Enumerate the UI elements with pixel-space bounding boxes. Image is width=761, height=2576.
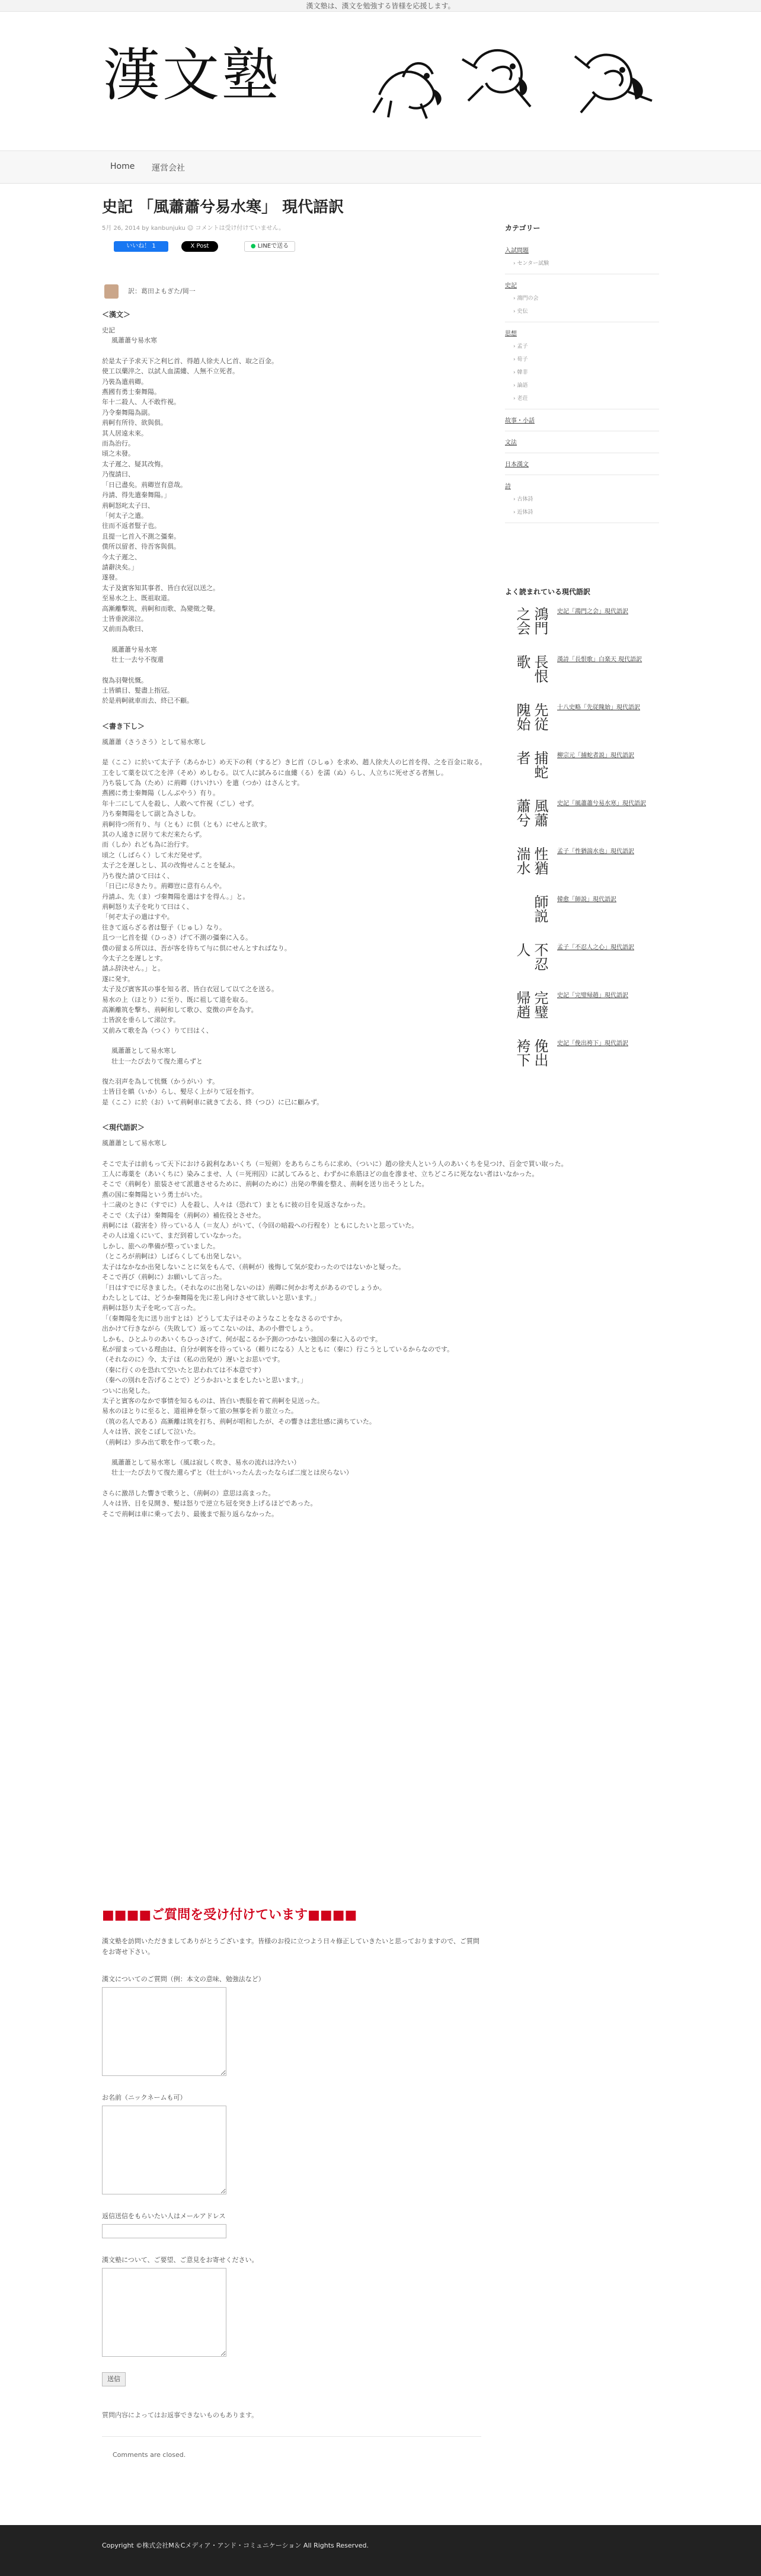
popular-link-wrap <box>557 896 670 904</box>
text-line: 高漸離筑を撃ち、荊軻和して歌ひ、変徴の声を為す。 <box>102 1005 258 1014</box>
subcategory-link[interactable]: › 論語 <box>513 383 528 389</box>
category-link[interactable]: 入試問題 <box>505 248 529 254</box>
form-note: 質問内容によってはお返事できないものもあります。 <box>102 2411 258 2419</box>
post-meta: 5月 26, 2014 by kanbunjuku ☺ コメントは受け付けていません。 <box>102 225 285 232</box>
subcategory-link[interactable]: › 近体詩 <box>513 510 533 515</box>
text-line: 荊軻は怒り太子を叱って言った。 <box>102 1304 200 1312</box>
comments-closed-notice: Comments are closed. <box>113 2451 186 2459</box>
category-block <box>505 328 659 409</box>
text-line: そこで再び（荊軻に）お願いして言った。 <box>102 1273 226 1281</box>
text-line: 年十二にして人を殺し、人敢へて忤視（ごし）せず。 <box>102 799 258 808</box>
line-share-label: LINEで送る <box>257 243 289 249</box>
text-line: 荊軻には（殺害を）待っている人（＝友人）がいて、（今回の暗殺への行程を）ともにしたいと思っていた。 <box>102 1222 418 1230</box>
text-line: 壮士一たび去りて復た還らずと <box>111 1057 203 1065</box>
popular-item[interactable] <box>505 895 671 936</box>
site-footer <box>0 2525 761 2576</box>
text-line: 太子と賓客のなかで事情を知るものは、皆白い喪服を着て荊軻を見送った。 <box>102 1396 324 1405</box>
popular-link[interactable]: 漢詩「長恨歌」白楽天 現代語訳 <box>557 656 642 663</box>
text-line: （それなのに）今、太子は（私の出発が）遅いとお思いです。 <box>102 1356 284 1364</box>
text-line: 今太子之を遅しとす。 <box>102 954 167 962</box>
text-line <box>102 747 481 757</box>
text-line: 年十二殺人、人不敢忤視。 <box>102 398 180 406</box>
text-line: 風蕭蕭として易水寒し <box>111 1047 177 1055</box>
text-line: 遂發。 <box>102 573 121 582</box>
text-line: 壮士一たび去りて復た還らずと（壮士がいったん去ったならば二度とは戻らない） <box>111 1469 353 1477</box>
text-line: 而（しか）れども為に治行す。 <box>102 841 193 849</box>
text-line: （秦に行くのを恐れて空いたと思われては不本意です） <box>102 1366 265 1374</box>
categories-title: カテゴリー <box>505 224 541 232</box>
author-line <box>102 284 481 299</box>
text-line: 乃復請曰、 <box>102 470 135 479</box>
text-line <box>102 665 481 675</box>
text-line: 「日已盡矣。荊卿豈有意哉。 <box>102 480 187 489</box>
popular-link[interactable]: 十八史略「先従隗始」現代語訳 <box>557 704 640 711</box>
category-link[interactable]: 史記 <box>505 283 517 289</box>
feedback-label: 漢文塾について、ご要望、ご意見をお寄せください。 <box>102 2256 258 2264</box>
text-line: 「何ぞ太子の遣はすや。 <box>102 913 174 921</box>
text-line: 復た羽声を為して忼慨（かうがい）す。 <box>102 1078 219 1085</box>
popular-link[interactable]: 韓愈「師説」現代語訳 <box>557 896 616 903</box>
text-line: 太子はなかなか出発しないことに気をもんで、（荊軻が）後悔して気が変わったのではないかと疑った。 <box>102 1263 405 1271</box>
text-line <box>102 1478 481 1488</box>
text-line: 至易水之上、既祖取道。 <box>102 594 174 603</box>
translation-text <box>102 1138 568 1519</box>
popular-item[interactable] <box>505 943 671 984</box>
text-line: 風蕭蕭として易水寒し（風は寂しく吹き、易水の流れは冷たい） <box>111 1459 300 1466</box>
text-line <box>102 1036 481 1046</box>
text-line: （筑の名人である）高漸離は筑を打ち、荊軻が唱和したが、その響きは悲壮感に満ちていた。 <box>102 1417 376 1425</box>
text-line: 風蕭蕭として易水寒し <box>102 1139 167 1148</box>
text-line: 又前みて歌を為（つく）りて曰はく、 <box>102 1026 213 1034</box>
text-line: 乃ち装して為（ため）に荊卿（けいけい）を遣（つか）はさんとす。 <box>102 779 304 787</box>
popular-item[interactable] <box>505 655 671 696</box>
text-line: 士皆瞋目、髮盡上指冠。 <box>102 687 174 694</box>
category-block <box>505 245 659 274</box>
text-line: 太子遲之、疑其改悔。 <box>102 460 167 468</box>
popular-link-wrap <box>557 992 670 1000</box>
category-item <box>505 437 659 449</box>
category-link[interactable]: 日本漢文 <box>505 462 529 468</box>
popular-thumbnail[interactable]: 不忍人 <box>514 943 548 971</box>
category-item <box>505 328 659 340</box>
x-post-button[interactable]: X Post <box>181 241 218 252</box>
text-line: 且提一匕首入不測之彊秦。 <box>102 532 180 540</box>
section-heading-original: ＜漢文＞ <box>102 310 131 319</box>
text-line: 「何太子之遣。 <box>102 511 148 520</box>
category-block <box>505 481 659 523</box>
subcategory-link[interactable]: › 鴻門の会 <box>513 296 539 302</box>
text-line: 燕國有勇士秦舞陽。 <box>102 388 161 396</box>
popular-thumbnail[interactable]: 先従隗始 <box>514 703 548 731</box>
text-line: 易水の上（ほとり）に至り、既に祖して道を取る。 <box>102 995 252 1004</box>
text-line: 風蕭蕭兮易水寒 <box>111 645 157 653</box>
line-share-button[interactable] <box>244 241 295 252</box>
text-line: 丹請ふ、先（ま）づ秦舞陽を遣はすを得ん。」と。 <box>102 892 250 901</box>
popular-item[interactable] <box>505 703 671 744</box>
form-intro: 漢文塾を訪問いただきましてありがとうございます。皆様のお役に立つよう日々修正していきたいと思っておりますので、ご質問をお寄せ下さい。 <box>102 1937 479 1956</box>
text-line: 往きて返らざる者は豎子（じゅし）なり。 <box>102 923 226 931</box>
divider <box>102 2436 481 2437</box>
post-title: 史記 「風蕭蕭兮易水寒」 現代語訳 <box>102 198 344 216</box>
text-line: 又前而為歌曰、 <box>102 625 148 633</box>
popular-item[interactable] <box>505 991 671 1032</box>
category-item <box>505 415 659 427</box>
text-line: ついに出発した。 <box>102 1386 154 1395</box>
text-line <box>102 1447 481 1457</box>
text-line: 易水のほとりに至ると、道祖神を祭って旅の無事を祈り旅立った。 <box>102 1407 298 1415</box>
feedback-textarea[interactable] <box>102 2268 226 2357</box>
sidebar <box>505 223 659 529</box>
text-line: 風蕭蕭兮易水寒 <box>111 337 157 345</box>
text-line: 士皆涙を垂らして涕泣す。 <box>102 1016 180 1024</box>
author-name: 訳：葛田よもぎた/岡一 <box>128 287 196 295</box>
popular-link[interactable]: 史記「鴻門之会」現代語訳 <box>557 608 628 615</box>
text-line: そこで（荊軻を）旅装させて派遣させるために、荊軻のために）出発の準備を整え、荊軻を送り出そうとした。 <box>102 1180 429 1188</box>
text-line: 其の人遠きに居りて未だ来たらず。 <box>102 831 206 839</box>
text-line: 於是太子予求天下之利匕首、得趙人徐夫人匕首、取之百金。 <box>102 357 278 365</box>
text-line: 今太子遲之、 <box>102 553 141 561</box>
popular-thumbnail[interactable]: 俛出袴下 <box>514 1039 548 1067</box>
popular-item[interactable] <box>505 847 671 888</box>
text-line: そこで（太子は）秦舞陽を（荊軻の）補佐役とさせた。 <box>102 1211 265 1219</box>
category-block <box>505 415 659 431</box>
subcategory-link[interactable]: › 老荘 <box>513 396 528 402</box>
text-line: 太子及び賓客其の事を知る者、皆白衣冠して以て之を送る。 <box>102 985 278 994</box>
text-line: 士皆目を瞋（いか）らし、髪尽く上がりて冠を指す。 <box>102 1088 258 1096</box>
text-line <box>102 1066 481 1076</box>
kakikudashi-text <box>102 737 487 1107</box>
facebook-like-button[interactable]: いいね！ 1 <box>114 241 168 252</box>
text-line: 「（秦舞陽を先に送り出すとは）どうして太子はそのようなことをなさるのですか。 <box>102 1314 347 1322</box>
popular-thumbnail[interactable]: 風蕭蕭兮 <box>514 799 548 827</box>
popular-link-wrap <box>557 704 670 712</box>
text-line: （ところが荊軻は）しばらくしても出発しない。 <box>102 1252 245 1261</box>
category-item <box>505 481 659 493</box>
line-icon: ● <box>250 243 256 249</box>
question-label: 漢文についてのご質問（例：本文の意味、勉強法など） <box>102 1975 265 1983</box>
popular-link[interactable]: 史記「完璧帰趙」現代語訳 <box>557 992 628 999</box>
text-line: 人々は皆、目を見開き、髪は怒りで逆立ち冠を突き上げるほどであった。 <box>102 1500 317 1508</box>
popular-link[interactable]: 史記「風蕭蕭兮易水寒」現代語訳 <box>557 800 646 807</box>
popular-thumbnail[interactable]: 性猶湍水 <box>514 847 548 875</box>
subcategory-link[interactable]: › 孟子 <box>513 344 528 350</box>
text-line: 遂に発す。 <box>102 975 135 983</box>
category-block <box>505 437 659 453</box>
category-link[interactable]: 故事・小話 <box>505 418 535 424</box>
text-line: 出かけて行きながら（失敗して）返ってこないのは、あの小僧でしょう。 <box>102 1325 317 1333</box>
popular-title: よく読まれている現代語訳 <box>505 588 591 596</box>
category-link[interactable]: 文法 <box>505 440 517 446</box>
text-line: 而為治行。 <box>102 440 135 448</box>
text-line: 是（ここ）に於いて太子予（あらかじ）め天下の利（するど）き匕首（ひしゅ）を求め、趙人徐夫人の匕首を得、之を百金に取る。 <box>102 758 487 767</box>
text-line: 請ふ辞決せん。」と。 <box>102 965 165 973</box>
popular-thumbnail[interactable]: 完璧帰趙 <box>514 991 548 1019</box>
text-line: 使工以藥淬之、以試人血濡縷、人無不立死者。 <box>102 367 239 376</box>
category-block <box>505 459 659 475</box>
text-line: 工をして薬を以て之を淬（そめ）めしむる。以て人に試みるに血縷（る）を濡（ぬ）らし、人立ちに死せざる者無し。 <box>102 768 447 777</box>
subcategory-link[interactable]: › 史伝 <box>513 309 528 315</box>
site-title[interactable]: 漢文塾 <box>103 42 281 108</box>
text-line: さらに激昂した響きで歌うと、（荊軻の）意思は高まった。 <box>102 1489 275 1497</box>
text-line: 燕の国に秦舞陽という勇士がいた。 <box>102 1190 206 1199</box>
category-list <box>505 245 659 523</box>
subcategory-link[interactable]: › 荀子 <box>513 357 528 363</box>
popular-link-wrap <box>557 848 670 856</box>
text-line: 且つ一匕首を提（ひっさ）げて不測の彊秦に入る。 <box>102 934 252 942</box>
section-heading-kakikudashi: ＜書き下し＞ <box>102 722 145 730</box>
popular-thumbnail[interactable]: 鴻門之会 <box>514 607 548 635</box>
main-nav <box>0 150 761 184</box>
text-line: 僕の留まる所以は、吾が客を待ちて与に倶にせんとすればなり。 <box>102 944 291 952</box>
popular-link-wrap <box>557 656 670 664</box>
text-line: その人は遠くにいて、まだ到着していなかった。 <box>102 1232 245 1240</box>
popular-thumbnail[interactable]: 長恨歌 <box>514 655 548 683</box>
original-text <box>102 325 481 706</box>
name-textarea[interactable] <box>102 2106 226 2194</box>
text-line <box>102 1149 481 1159</box>
copyright-text: Copyright ©株式会社M＆Cメディア・アンド・コミュニケーション All Rights Reserved. <box>102 2542 369 2549</box>
text-line: 荊軻有所待、欲與俱。 <box>102 419 167 427</box>
text-line: 荊軻怒り太子を叱りて曰はく、 <box>102 902 193 911</box>
text-line: 「日已に尽きたり。荊卿豈に意有らんや。 <box>102 882 226 890</box>
text-line: しかも、ひとふりのあいくちひっさげて、何が起こるか予測のつかない強国の秦に入るのです。 <box>102 1335 382 1343</box>
popular-link-wrap <box>557 608 670 616</box>
text-line: 頃之未發。 <box>102 450 135 458</box>
text-line: 復為羽聲忼慨。 <box>102 676 148 684</box>
text-line: 乃ち秦舞陽をして副と為さしむ。 <box>102 810 200 818</box>
text-line: しかし、旅への準備が整っていました。 <box>102 1242 219 1250</box>
text-line: 僕所以留者、待吾客與俱。 <box>102 543 180 551</box>
category-link[interactable]: 思想 <box>505 331 517 337</box>
text-line <box>102 635 481 645</box>
text-line: 頃之（しばらく）して未だ発せず。 <box>102 851 206 859</box>
author-avatar <box>104 284 119 299</box>
tagline-text: 漢文塾は、漢文を勉強する皆様を応援します。 <box>306 2 455 10</box>
text-line: 私が留まっている理由は、自分が刺客を待っている（頼りになる）人とともに（秦に）行こうとしているからなのです。 <box>102 1345 454 1353</box>
text-line: （秦への別れを告げることで）どうかおいとまをしたいと思います。」 <box>102 1376 307 1385</box>
category-item <box>505 280 659 292</box>
popular-item[interactable] <box>505 751 671 792</box>
text-line: 工人に毒薬を（あいくちに）染みこませ、人（＝死刑囚）に試してみると、わずかに糸筋ほどの血を滲ませ、立ちどころに死なない者はいなかった。 <box>102 1170 539 1178</box>
subcategory-link[interactable]: › 古体詩 <box>513 496 533 502</box>
subcategory-link[interactable]: › センター試験 <box>513 261 549 267</box>
popular-link-wrap <box>557 944 670 952</box>
text-line: 往而不返者豎子也。 <box>102 522 161 530</box>
text-line: 乃令秦舞陽為副。 <box>102 408 154 416</box>
popular-link[interactable]: 柳宗元「捕蛇者説」現代語訳 <box>557 752 634 759</box>
section-heading-translation: ＜現代語訳＞ <box>102 1123 145 1132</box>
text-line: 請辭決矣。」 <box>102 563 138 571</box>
category-block <box>505 280 659 322</box>
top-tagline-bar <box>0 0 761 12</box>
category-item <box>505 245 659 257</box>
text-line: 高漸離擊筑、荊軻和而歌、為變徵之聲。 <box>102 604 219 613</box>
text-line: 士皆垂淚涕泣。 <box>102 614 148 623</box>
popular-link-wrap <box>557 752 670 760</box>
text-line: 其人居遠未來。 <box>102 429 148 437</box>
text-line: 荊軻怒叱太子曰、 <box>102 501 154 510</box>
category-link[interactable]: 詩 <box>505 483 511 490</box>
popular-item[interactable] <box>505 607 671 648</box>
text-line: 乃裝為遣荊卿。 <box>102 377 148 386</box>
text-line: 十二歳のときに（すでに）人を殺し、人々は（恐れて）まともに彼の目を見返さなかった。 <box>102 1201 370 1209</box>
popular-thumbnail[interactable]: 捕蛇者 <box>514 751 548 779</box>
text-line: 太子之を遅しとし、其の改悔せんことを疑ふ。 <box>102 861 239 870</box>
text-line: そこで太子は前もって天下における鋭利なあいくち（＝短剣）をあちらこちらに求め、（ついに）趙の徐夫人という人のあいくちを見つけ、百金で買い取った。 <box>102 1159 568 1168</box>
form-title: ■■■■ご質問を受け付けています■■■■ <box>102 1908 357 1923</box>
text-line: 乃ち復た請ひて曰はく、 <box>102 872 174 880</box>
submit-button[interactable]: 送信 <box>102 2372 126 2386</box>
text-line: そこで荊軻は車に乗って去り、最後まで振り返らなかった。 <box>102 1510 278 1518</box>
name-label: お名前（ニックネームも可） <box>102 2094 187 2101</box>
popular-link[interactable]: 孟子「不忍人之心」現代語訳 <box>557 944 634 951</box>
dragon-illustration <box>367 41 664 130</box>
text-line: 壮士一去兮不復還 <box>111 656 164 664</box>
share-buttons <box>102 241 481 265</box>
popular-thumbnail[interactable]: 師説 <box>532 895 548 923</box>
popular-link-wrap <box>557 1040 670 1048</box>
text-line <box>102 346 481 356</box>
text-line: わたしとしては、どうか秦舞陽を先に差し向けさせて欲しいと思います。」 <box>102 1293 320 1302</box>
text-line: 燕國に勇士秦舞陽（しんぶやう）有り。 <box>102 789 219 797</box>
text-line: 史記 <box>102 326 115 334</box>
popular-link-wrap <box>557 800 670 808</box>
text-line: （荊軻は）歩み出て歌を作って歌った。 <box>102 1438 219 1446</box>
question-form <box>102 1907 481 2459</box>
text-line: 人々は皆、涙をこぼして泣いた。 <box>102 1428 200 1436</box>
text-line: 是（ここ）に於（お）いて荊軻車に就きて去る、終（つひ）に已に顧みず。 <box>102 1098 324 1106</box>
text-line: 「日はすでに尽きました。（それなのに出発しないのは）荊卿に何かお考えがあるのでしょうか。 <box>102 1283 386 1292</box>
subcategory-link[interactable]: › 韓非 <box>513 370 528 376</box>
text-line: 丹請、得先遣秦舞陽。」 <box>102 491 171 499</box>
text-line: 於是荊軻就車而去、終已不顧。 <box>102 697 193 705</box>
email-input[interactable] <box>102 2224 226 2238</box>
nav-home[interactable]: Home <box>110 162 135 171</box>
question-textarea[interactable] <box>102 1987 226 2076</box>
category-item <box>505 459 659 471</box>
popular-item[interactable] <box>505 1039 671 1080</box>
text-line: 太子及賓客知其事者、皆白衣冠以送之。 <box>102 584 219 592</box>
text-line: 荊軻待つ所有り、与（とも）に倶（とも）にせんと欲す。 <box>102 820 271 828</box>
popular-link[interactable]: 史記「俛出袴下」現代語訳 <box>557 1040 628 1047</box>
text-line: 風蕭蕭（さうさう）として易水寒し <box>102 738 206 746</box>
site-header <box>0 12 761 150</box>
popular-item[interactable] <box>505 799 671 840</box>
popular-link[interactable]: 孟子「性猶湍水也」現代語訳 <box>557 848 634 855</box>
email-label: 返信送信をもらいたい人はメールアドレス <box>102 2212 226 2220</box>
nav-company[interactable]: 運営会社 <box>152 164 185 173</box>
